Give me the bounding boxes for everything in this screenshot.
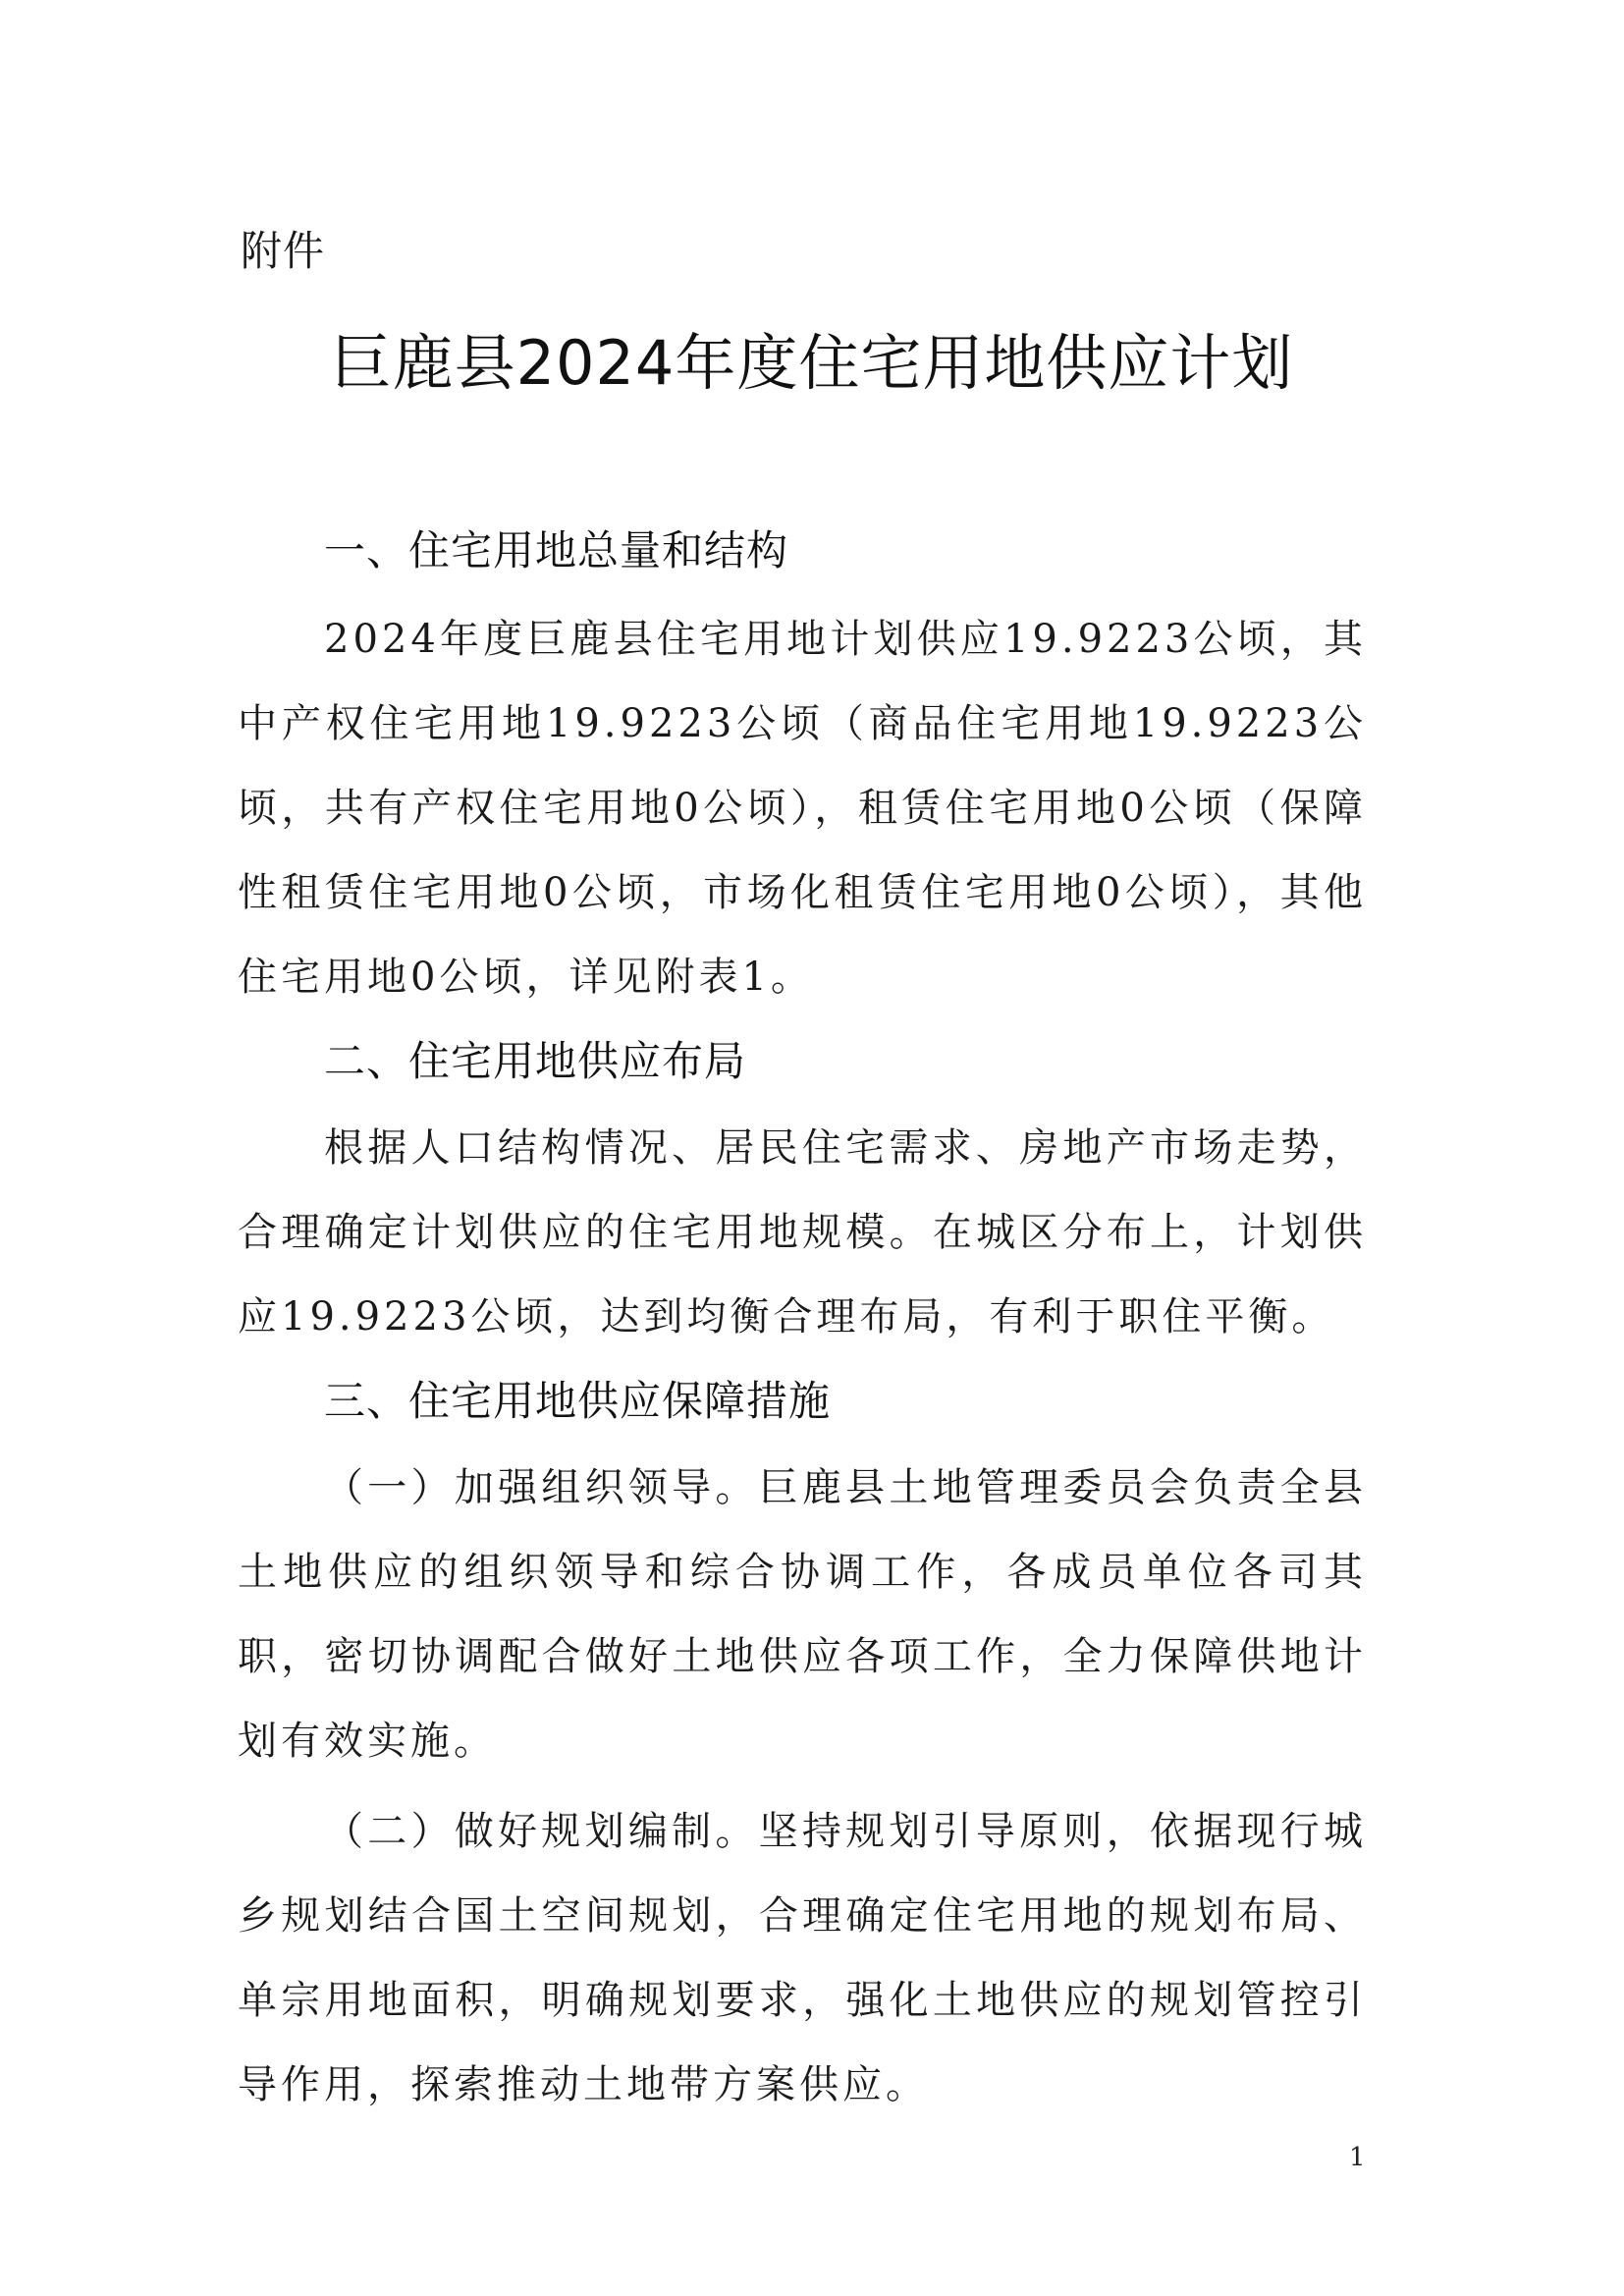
- section-1-body: [238, 597, 1367, 1019]
- section-paragraph: （二）做好规划编制。坚持规划引导原则，依据现行城乡规划结合国土空间规划，合理确定住宅用地的规划布局、单宗用地面积，明确规划要求，强化土地供应的规划管控引导作用，探索推动土地带方案供应。: [238, 1809, 1367, 2107]
- section-2: [238, 1033, 1367, 1090]
- section-paragraph: 根据人口结构情况、居民住宅需求、房地产市场走势，合理确定计划供应的住宅用地规模。在城区分布上，计划供应19.9223公顷，达到均衡合理布局，有利于职住平衡。: [238, 1125, 1367, 1339]
- section-paragraph: 2024年度巨鹿县住宅用地计划供应19.9223公顷，其中产权住宅用地19.9223公顷（商品住宅用地19.9223公顷，共有产权住宅用地0公顷），租赁住宅用地0公顷（保障性租赁住宅用地0公顷，市场化租赁住宅用地0公顷），其他住宅用地0公顷，详见附表1。: [238, 617, 1367, 1000]
- section-3: [238, 1373, 1367, 1430]
- attachment-label: 附件: [241, 227, 326, 275]
- section-2-body: [238, 1106, 1367, 1359]
- page-number: 1: [1349, 2143, 1366, 2172]
- document-title: 巨鹿县2024年度住宅用地供应计划: [330, 327, 1294, 399]
- section-3-body: [238, 1446, 1367, 1783]
- section-3-body-2: [238, 1789, 1367, 2127]
- section-heading: 三、住宅用地供应保障措施: [324, 1377, 832, 1425]
- section-heading: 一、住宅用地总量和结构: [324, 526, 789, 574]
- section-heading: 二、住宅用地供应布局: [324, 1037, 747, 1085]
- section-1: [238, 522, 1367, 579]
- section-paragraph: （一）加强组织领导。巨鹿县土地管理委员会负责全县土地供应的组织领导和综合协调工作，各成员单位各司其职，密切协调配合做好土地供应各项工作，全力保障供地计划有效实施。: [238, 1465, 1367, 1764]
